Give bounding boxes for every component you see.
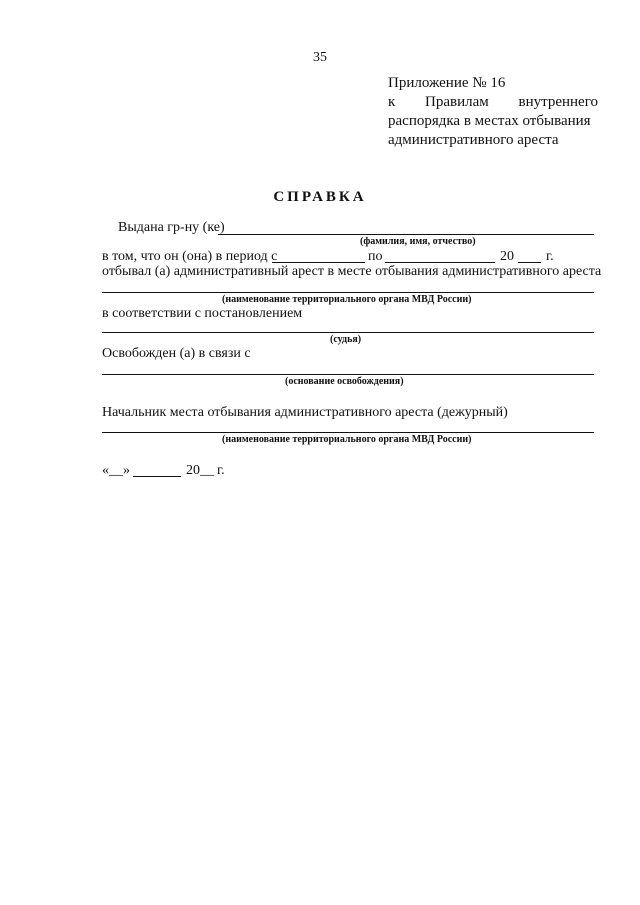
resolution-line[interactable]: [102, 332, 594, 333]
issued-to-label: Выдана гр-ну (ке): [118, 220, 225, 235]
date-suffix: г.: [217, 463, 225, 478]
document-title: СПРАВКА: [273, 189, 367, 205]
served-text: отбывал (а) административный арест в месте отбывания административного ареста: [102, 264, 602, 279]
page-number: 35: [313, 50, 327, 65]
date-day: «__»: [102, 463, 130, 478]
date-month-line[interactable]: [133, 476, 181, 477]
period-from-line[interactable]: [272, 262, 365, 263]
appendix-line-2: [388, 93, 598, 112]
released-label: Освобожден (а) в связи с: [102, 346, 251, 361]
period-year-label: 20: [500, 249, 514, 264]
appendix-word-1: к: [388, 94, 396, 110]
appendix-word-2: Правилам: [425, 94, 489, 110]
released-caption: (основание освобождения): [285, 376, 404, 387]
period-to-label: по: [368, 249, 383, 264]
served-line[interactable]: [102, 292, 594, 293]
chief-line[interactable]: [102, 432, 594, 433]
appendix-word-3: внутреннего: [518, 94, 598, 110]
released-line[interactable]: [102, 374, 594, 375]
issued-to-line[interactable]: [218, 234, 594, 235]
issued-to-caption: (фамилия, имя, отчество): [360, 236, 476, 247]
appendix-line-1: Приложение № 16: [388, 75, 506, 91]
period-label: в том, что он (она) в период с: [102, 249, 278, 264]
period-to-line[interactable]: [385, 262, 495, 263]
date-year: 20__: [186, 463, 214, 478]
period-year-suffix: г.: [546, 249, 554, 264]
served-caption: (наименование территориального органа МВД России): [222, 294, 472, 305]
chief-caption: (наименование территориального органа МВД России): [222, 434, 472, 445]
appendix-line-4: административного ареста: [388, 132, 559, 148]
resolution-label: в соответствии с постановлением: [102, 306, 303, 321]
appendix-block: [388, 74, 598, 150]
resolution-caption: (судья): [330, 334, 362, 345]
chief-label: Начальник места отбывания административного ареста (дежурный): [102, 405, 508, 420]
period-year-line[interactable]: [518, 262, 541, 263]
appendix-line-3: распорядка в местах отбывания: [388, 113, 591, 129]
